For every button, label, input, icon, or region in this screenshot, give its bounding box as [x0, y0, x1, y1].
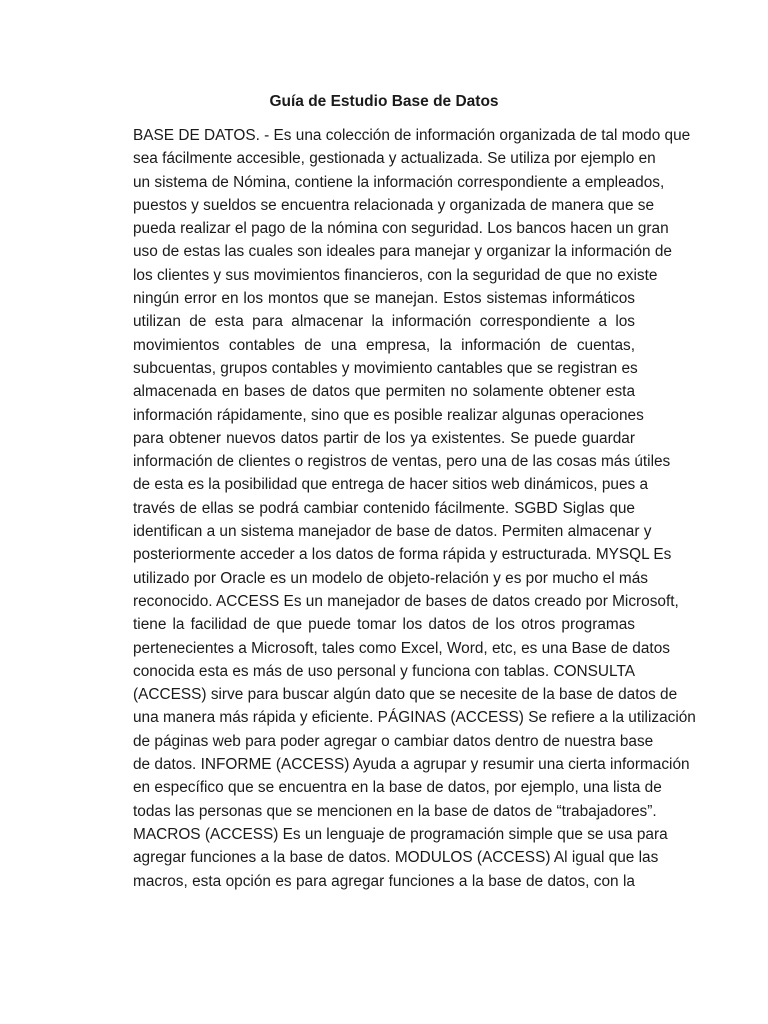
body-line: almacenada en bases de datos que permiten no solamente obtener esta	[133, 383, 635, 401]
body-line: identifican a un sistema manejador de base de datos. Permiten almacenar y	[133, 523, 652, 541]
body-line: sea fácilmente accesible, gestionada y actualizada. Se utiliza por ejemplo en	[133, 150, 656, 168]
body-line: puestos y sueldos se encuentra relacionada y organizada de manera que se	[133, 196, 655, 214]
body-line: (ACCESS) sirve para buscar algún dato que se necesite de la base de datos de	[133, 686, 678, 704]
body-line: utilizado por Oracle es un modelo de objeto-relación y es por mucho el más	[133, 569, 649, 587]
body-line: ningún error en los montos que se manejan. Estos sistemas informáticos	[133, 290, 635, 308]
body-line: pertenecientes a Microsoft, tales como Excel, Word, etc, es una Base de datos	[133, 639, 670, 657]
body-line: posteriormente acceder a los datos de forma rápida y estructurada. MYSQL Es	[133, 546, 672, 564]
body-line: utilizan de esta para almacenar la información correspondiente a los	[133, 313, 635, 331]
document-body	[133, 124, 696, 893]
body-line: conocida esta es más de uso personal y funciona con tablas. CONSULTA	[133, 662, 635, 680]
document-title: Guía de Estudio Base de Datos	[269, 93, 499, 110]
body-line: de páginas web para poder agregar o cambiar datos dentro de nuestra base	[133, 732, 654, 750]
body-line: los clientes y sus movimientos financieros, con la seguridad de que no existe	[133, 266, 658, 284]
body-line: de datos. INFORME (ACCESS) Ayuda a agrupar y resumir una cierta información	[133, 756, 690, 774]
body-line: de esta es la posibilidad que entrega de hacer sitios web dinámicos, pues a	[133, 476, 649, 494]
body-line: todas las personas que se mencionen en la base de datos de “trabajadores”.	[133, 802, 657, 820]
body-line: información de clientes o registros de ventas, pero una de las cosas más útiles	[133, 453, 671, 471]
body-line: un sistema de Nómina, contiene la información correspondiente a empleados,	[133, 173, 665, 191]
body-line: BASE DE DATOS. - Es una colección de información organizada de tal modo que	[133, 127, 691, 144]
body-line: uso de estas las cuales son ideales para manejar y organizar la información de	[133, 243, 672, 261]
body-line: agregar funciones a la base de datos. MODULOS (ACCESS) Al igual que las	[133, 849, 659, 867]
body-line: movimientos contables de una empresa, la información de cuentas,	[133, 336, 635, 354]
body-line: pueda realizar el pago de la nómina con seguridad. Los bancos hacen un gran	[133, 220, 669, 238]
body-line: macros, esta opción es para agregar funciones a la base de datos, con la	[133, 872, 635, 890]
body-line: para obtener nuevos datos partir de los ya existentes. Se puede guardar	[133, 429, 635, 447]
body-line: información rápidamente, sino que es posible realizar algunas operaciones	[133, 406, 644, 424]
body-line: una manera más rápida y eficiente. PÁGINAS (ACCESS) Se refiere a la utilización	[133, 709, 696, 727]
body-line: tiene la facilidad de que puede tomar los datos de los otros programas	[133, 616, 635, 634]
body-line: través de ellas se podrá cambiar contenido fácilmente. SGBD Siglas que	[133, 499, 635, 517]
body-line: reconocido. ACCESS Es un manejador de bases de datos creado por Microsoft,	[133, 592, 679, 610]
body-line: MACROS (ACCESS) Es un lenguaje de programación simple que se usa para	[133, 825, 668, 843]
body-line: en específico que se encuentra en la base de datos, por ejemplo, una lista de	[133, 779, 662, 797]
body-line: subcuentas, grupos contables y movimiento cantables que se registran es	[133, 359, 638, 377]
